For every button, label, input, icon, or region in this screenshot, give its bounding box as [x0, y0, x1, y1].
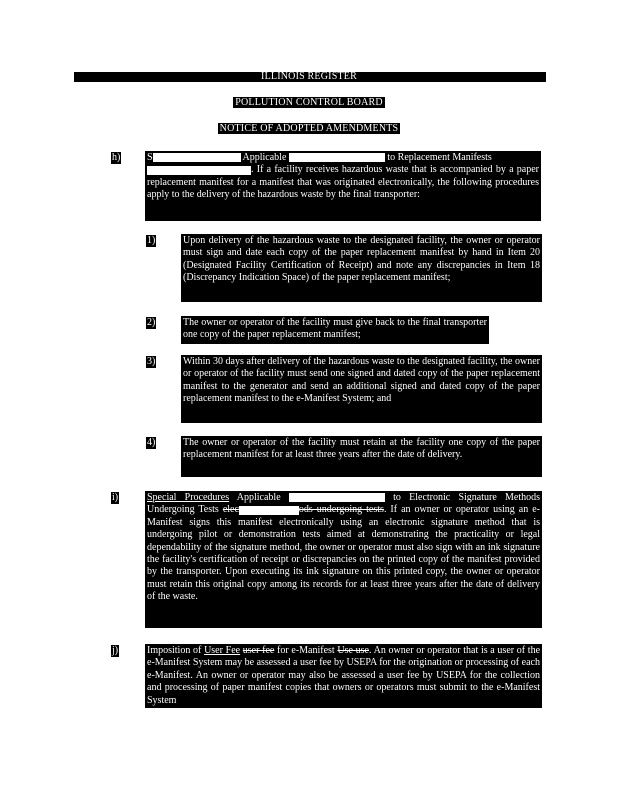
section-h-paragraph [145, 151, 541, 221]
section-h-body: . If a facility receives hazardous waste that is accompanied by a paper replacement manifest for a manifest that was originated electronically, the following procedures apply to the delivery of the hazardous waste by the final transporter: [147, 164, 539, 201]
section-i-title-underlined: Special Procedures [147, 492, 230, 503]
section-j-paragraph [145, 644, 542, 708]
section-j-body: . An owner or operator that is a user of the e-Manifest System may be assessed a user fee by USEPA for the origination or processing of each e-Manifest. An owner or operator may also be assessed a user fee by USEPA for the collection and processing of paper manifest copies that owners or operators must submit to the e-Manifest System [147, 645, 541, 706]
section-i-struck-b: ods undergoing tests [298, 504, 384, 516]
section-j-title-underlined: User Fee [204, 645, 241, 656]
section-j-title-struck-2: Use use [337, 645, 369, 656]
redaction-mark [289, 493, 385, 502]
redaction-mark [147, 166, 251, 175]
section-i-title-a: Applicable [236, 492, 281, 503]
item-h2-marker: 2) [147, 317, 156, 328]
section-i-paragraph [145, 491, 542, 628]
notice-title: NOTICE OF ADOPTED AMENDMENTS [219, 123, 399, 134]
section-h-marker: h) [112, 152, 121, 163]
redaction-mark [289, 153, 385, 162]
redaction-mark [153, 153, 241, 162]
item-h2-text: The owner or operator of the facility must give back to the final transporter one copy of the paper replacement manifest; [181, 316, 489, 344]
board-title: POLLUTION CONTROL BOARD [235, 97, 383, 108]
item-h4-marker: 4) [147, 437, 156, 448]
section-i-title-b: to Electronic Signature Methods Undergoing Tests [147, 492, 541, 516]
notice-header [0, 123, 618, 135]
section-h-lead: S [147, 152, 153, 163]
section-j-title-struck: user fee [242, 645, 275, 656]
section-h-title-b: to Replacement Manifests [387, 152, 492, 163]
section-i-marker: i) [112, 492, 119, 503]
redaction-mark [239, 506, 299, 515]
section-h-title-a: Applicable [242, 152, 287, 163]
item-h1-marker: 1) [147, 235, 156, 246]
register-title: ILLINOIS REGISTER [261, 71, 357, 82]
register-header [0, 71, 618, 83]
item-h1-text: Upon delivery of the hazardous waste to the designated facility, the owner or operator must sign and date each copy of the paper replacement manifest by hand in Item 20 (Designated Facility Certification of Receipt) and note any discrepancies in Item 18 (Discrepancy Indication Space) of the paper replacement manifest; [181, 234, 542, 302]
section-j-marker: j) [112, 645, 119, 656]
item-h4-text: The owner or operator of the facility must retain at the facility one copy of the paper replacement manifest for at least three years after the date of delivery. [181, 436, 542, 477]
item-h3-text: Within 30 days after delivery of the hazardous waste to the designated facility, the owner or operator of the facility must send one signed and dated copy of the paper replacement manifest to the generator and send an additional signed and dated copy of the paper replacement manifest to the e-Manifest System; and [181, 355, 542, 423]
item-h3-marker: 3) [147, 356, 156, 367]
section-i-body: . If an owner or operator using an e-Manifest signs this manifest electronically using an electronic signature method that is undergoing pilot or demonstration tests aimed at demonstrating the practicality or legal dependability of the signature method, the owner or operator must also sign with an ink signature the facility's certification of receipt or discrepancies on the printed copy of the manifest provided by the transporter. Upon executing its ink signature on this printed copy, the owner or operator must retain this original copy among its records for at least three years after the date of delivery of the waste. [147, 504, 540, 603]
board-header [0, 97, 618, 109]
section-i-struck-a: elec [222, 504, 239, 516]
section-j-title-b: for e-Manifest [277, 645, 335, 656]
section-j-title-a: Imposition of [147, 645, 202, 656]
